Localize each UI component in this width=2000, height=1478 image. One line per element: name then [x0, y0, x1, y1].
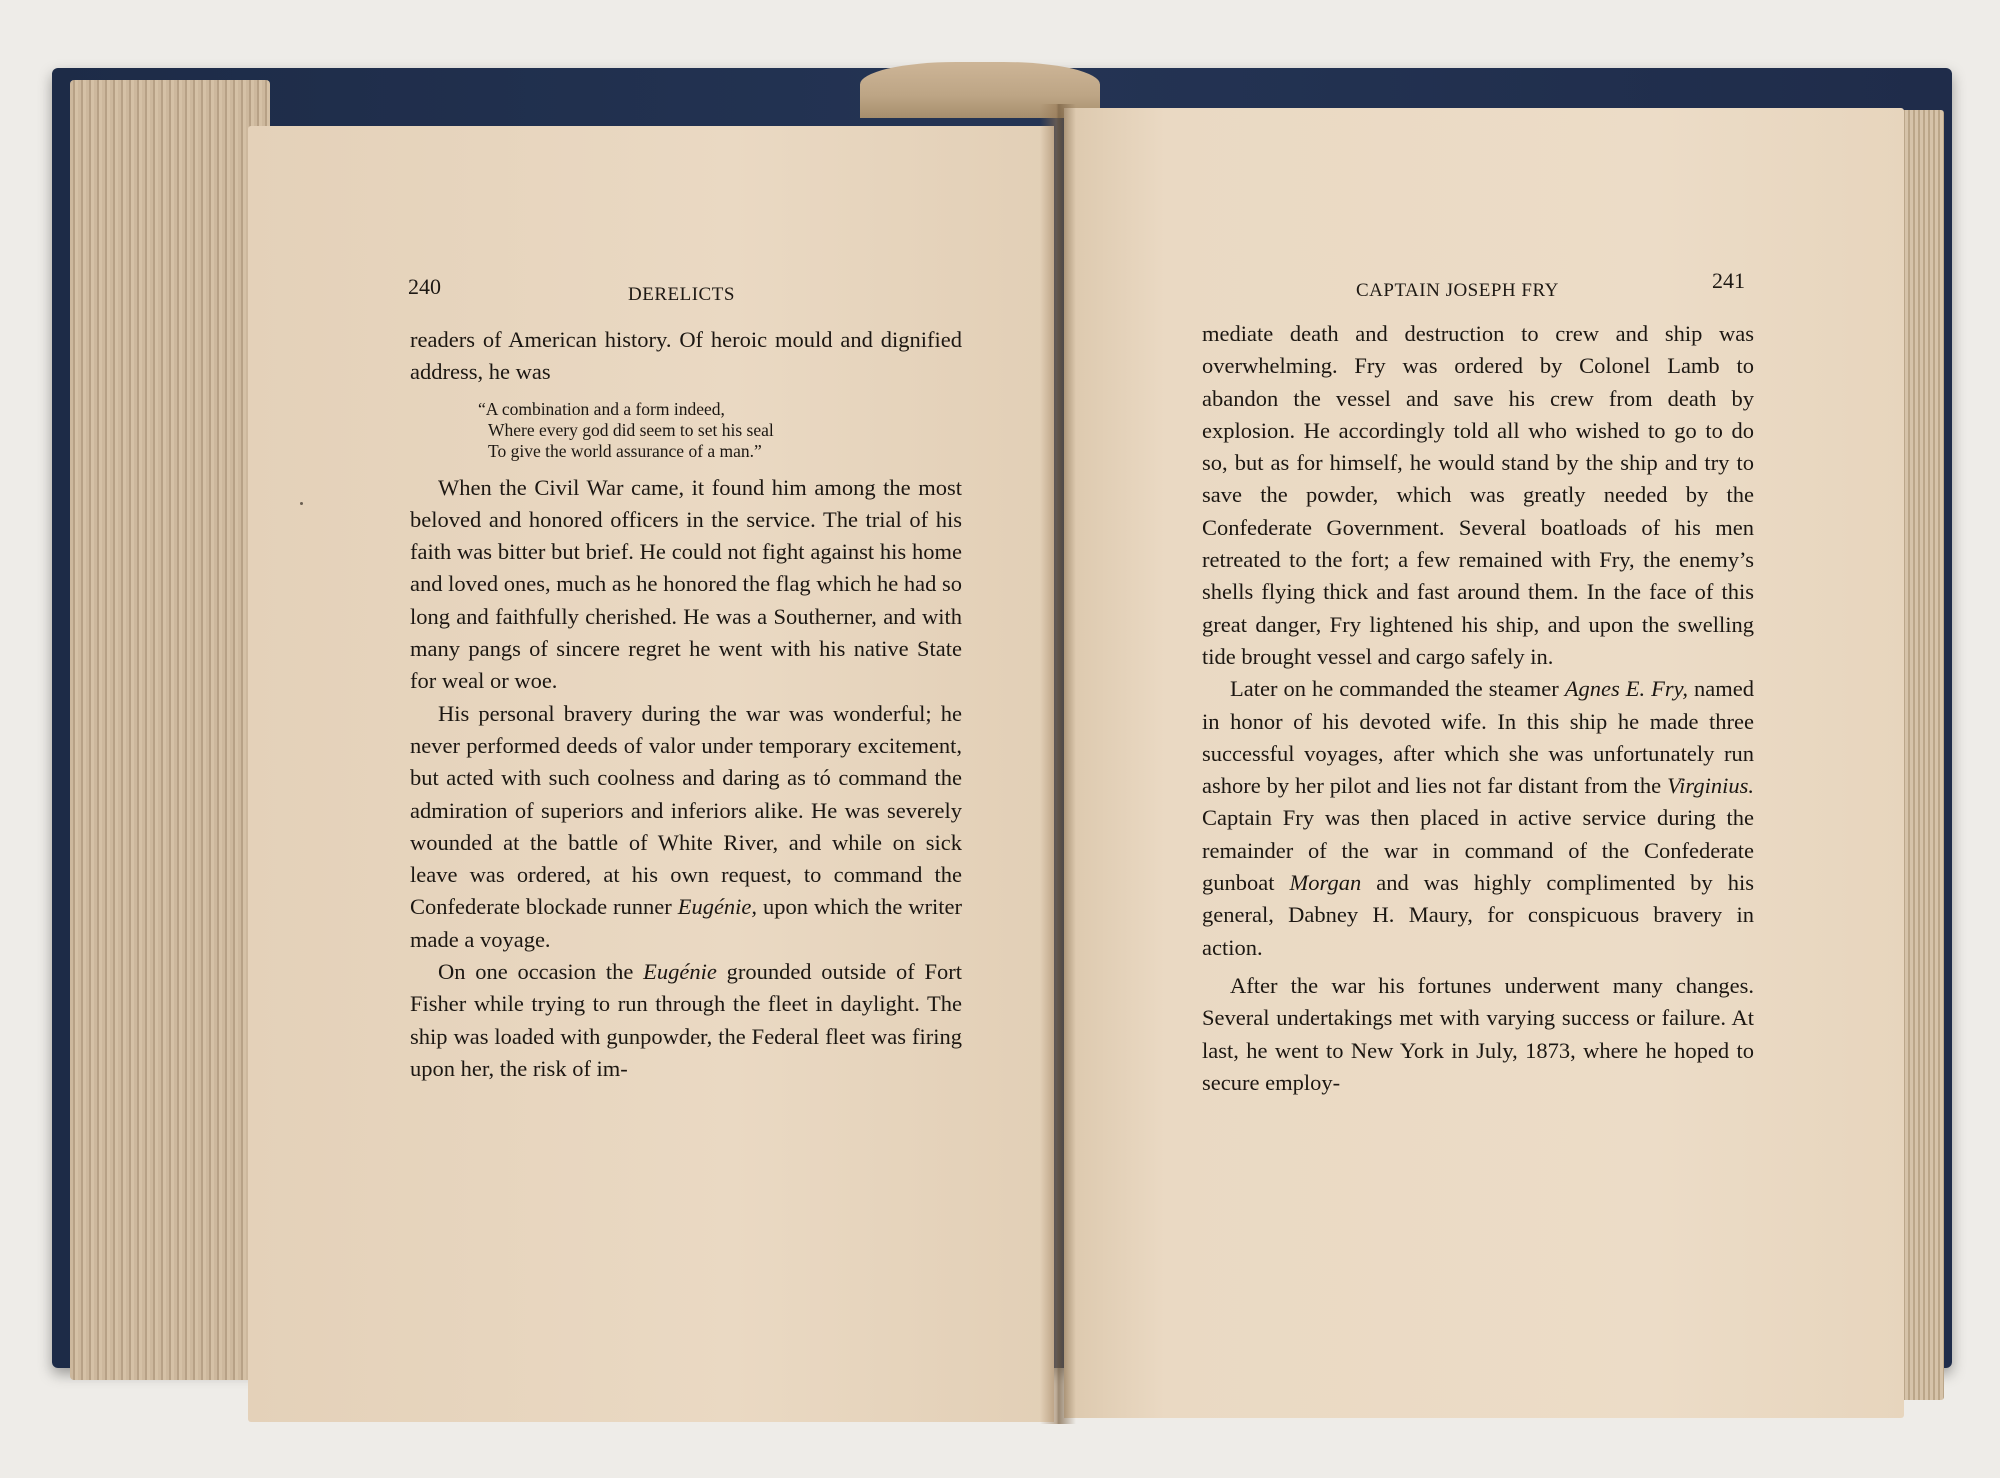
verse-line: Where every god did seem to set his seal	[488, 419, 774, 440]
verse-line: “A combination and a form indeed,	[478, 398, 725, 419]
ship-name: Agnes E. Fry,	[1564, 676, 1688, 702]
left-page	[248, 126, 1054, 1422]
page-edges-left	[70, 80, 270, 1380]
ship-name: Morgan	[1289, 870, 1362, 896]
running-head-left: DERELICTS	[628, 284, 735, 305]
paragraph: After the war his fortunes underwent many changes. Several undertakings met with varying success or failure. At last, he went to New York in July, 1873, where he hoped to secure employ-	[1202, 972, 1754, 1095]
right-page	[1064, 108, 1904, 1418]
right-page-body	[1202, 318, 1754, 1099]
paragraph: readers of American history. Of heroic mould and dignified address, he was	[410, 327, 962, 385]
book-gutter	[1040, 104, 1076, 1424]
paragraph: On one occasion the Eugénie grounded outside of Fort Fisher while trying to run through the fleet in daylight. The ship was loaded with gunpowder, the Federal fleet was firing upon her, the risk of im-	[410, 959, 962, 1081]
paper-speck	[300, 502, 303, 505]
verse-line: To give the world assurance of a man.”	[488, 440, 762, 461]
ship-name: Virginius.	[1667, 773, 1754, 799]
ship-name: Eugénie	[643, 959, 717, 985]
paragraph: Later on he commanded the steamer Agnes E. Fry, named in honor of his devoted wife. In this ship he made three successful voyages, after which she was unfortunately run ashore by her pilot and lies not far distant from the Virginius. Captain Fry was then placed in active service during the remainder of the war in command of the Confederate gunboat Morgan and was highly complimented by his general, Dabney H. Maury, for conspicuous bravery in action.	[1202, 676, 1754, 960]
running-head-right: CAPTAIN JOSEPH FRY	[1356, 280, 1559, 301]
left-page-body	[410, 324, 962, 1085]
paragraph: His personal bravery during the war was wonderful; he never performed deeds of valor under temporary excitement, but acted with such coolness and daring as tó command the admiration of superiors and inferiors alike. He was severely wounded at the battle of White River, and while on sick leave was ordered, at his own request, to command the Confederate blockade runner Eugénie, upon which the writer made a voyage.	[410, 700, 963, 952]
paragraph: mediate death and destruction to crew and ship was overwhelming. Fry was ordered by Colonel Lamb to abandon the vessel and save his crew from death by explosion. He accordingly told all who wished to go to do so, but as for himself, he would stand by the ship and try to save the powder, which was greatly needed by the Confederate Government. Several boatloads of his men retreated to the fort; a few remained with Fry, the enemy’s shells flying thick and fast around them. In the face of this great danger, Fry lightened his ship, and upon the swelling tide brought vessel and cargo safely in.	[1202, 321, 1754, 669]
page-number-right: 241	[1712, 268, 1745, 293]
page-number-left: 240	[408, 274, 441, 299]
verse-quote	[478, 399, 962, 462]
paragraph: When the Civil War came, it found him among the most beloved and honored officers in the service. The trial of his faith was bitter but brief. He could not fight against his home and loved ones, much as he honored the flag which he had so long and faithfully cherished. He was a Southerner, and with many pangs of sincere regret he went with his native State for weal or woe.	[410, 474, 962, 694]
ship-name: Eugénie,	[677, 894, 758, 920]
